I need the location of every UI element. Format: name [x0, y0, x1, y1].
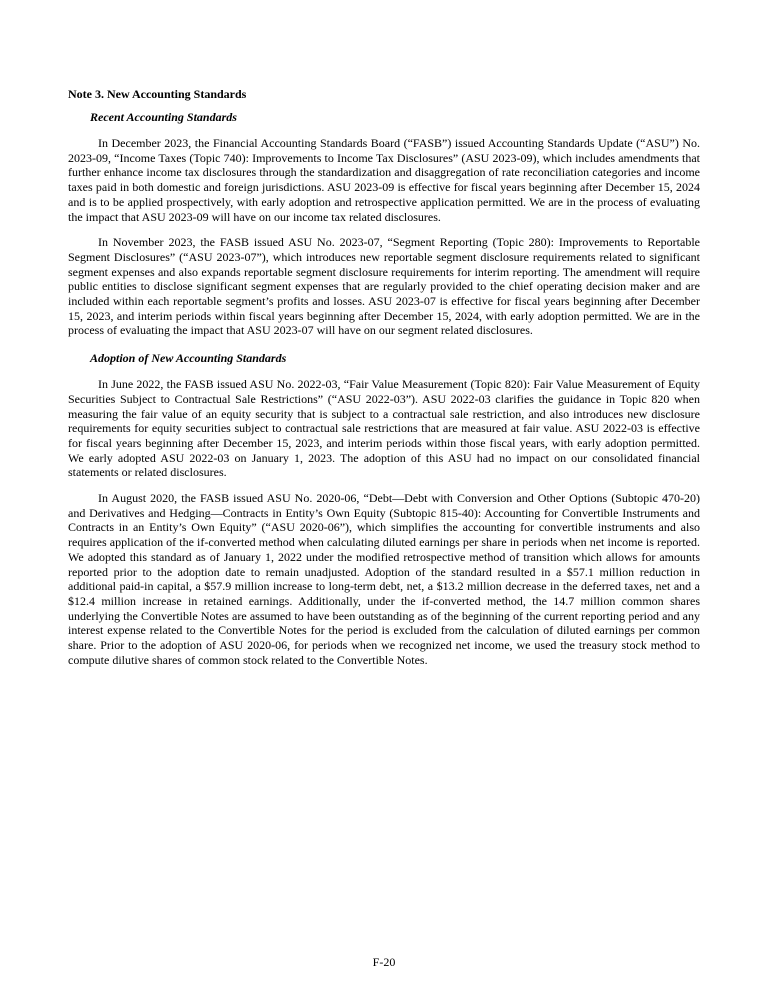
paragraph-asu-2022-03: In June 2022, the FASB issued ASU No. 2022-03, “Fair Value Measurement (Topic 820): Fair Value Measurement of Equity Securities Subject to Contractual Sale Restrictions” (“ASU 2022-03”). ASU 2022-03 clarifies the guidance in Topic 820 when measuring the fair value of an equity security that is subject to a contractual sale restriction, and also introduces new disclosure requirements for equity securities subject to contractual sale restrictions that are measured at fair value. ASU 2022-03 is effective for fiscal years beginning after December 15, 2023, and interim periods within those fiscal years, with early adoption permitted. We early adopted ASU 2022-03 on January 1, 2023. The adoption of this ASU had no impact on our consolidated financial statements or related disclosures.	[68, 377, 700, 480]
section-heading-adoption-of-new-accounting-standards: Adoption of New Accounting Standards	[90, 351, 287, 366]
paragraph-asu-2020-06: In August 2020, the FASB issued ASU No. 2020-06, “Debt—Debt with Conversion and Other Options (Subtopic 470-20) and Derivatives and Hedging—Contracts in Entity’s Own Equity (Subtopic 815-40): Accounting for Convertible Instruments and Contracts in an Entity’s Own Equity” (“ASU 2020-06”), which simplifies the accounting for convertible instruments and also requires application of the if-converted method when calculating diluted earnings per share in periods when net income is reported. We adopted this standard as of January 1, 2022 under the modified retrospective method of transition which allows for amounts reported prior to the adoption date to remain unadjusted. Adoption of the standard resulted in a $57.1 million reduction in additional paid-in capital, a $57.9 million increase to long-term debt, net, a $13.2 million decrease in the deferred taxes, net and a $12.4 million increase in retained earnings. Additionally, under the if-converted method, the 14.7 million common shares underlying the Convertible Notes are assumed to have been outstanding as of the beginning of the current reporting period and any interest expense related to the Convertible Notes for the period is excluded from the calculation of diluted earnings per common share. Prior to the adoption of ASU 2020-06, for periods when we recognized net income, we used the treasury stock method to compute dilutive shares of common stock related to the Convertible Notes.	[68, 491, 700, 667]
page-number: F-20	[372, 955, 396, 969]
paragraph-asu-2023-09: In December 2023, the Financial Accounting Standards Board (“FASB”) issued Accounting Standards Update (“ASU”) No. 2023-09, “Income Taxes (Topic 740): Improvements to Income Tax Disclosures” (ASU 2023-09), which includes amendments that further enhance income tax disclosures through the standardization and disaggregation of rate reconciliation categories and income taxes paid in both domestic and foreign jurisdictions. ASU 2023-09 is effective for fiscal years beginning after December 15, 2024 and is to be applied prospectively, with early adoption and retrospective application permitted. We are in the process of evaluating the impact that ASU 2023-09 will have on our income tax related disclosures.	[68, 136, 700, 224]
section-heading-recent-accounting-standards: Recent Accounting Standards	[90, 110, 237, 124]
note-content	[68, 87, 700, 668]
paragraph-asu-2023-07: In November 2023, the FASB issued ASU No. 2023-07, “Segment Reporting (Topic 280): Improvements to Reportable Segment Disclosures” (“ASU 2023-07”), which introduces new reportable segment disclosure requirements related to significant segment expenses and also expands reportable segment disclosure requirements for interim reporting. The amendment will require public entities to disclose significant segment expenses that are regularly provided to the chief operating decision maker and are included within each reportable segment’s profits and losses. ASU 2023-07 is effective for fiscal years beginning after December 15, 2023, and interim periods within fiscal years beginning after December 15, 2024, with early adoption permitted. We are in the process of evaluating the impact that ASU 2023-07 will have on our segment related disclosures.	[68, 235, 700, 338]
note-title: Note 3. New Accounting Standards	[68, 87, 247, 101]
